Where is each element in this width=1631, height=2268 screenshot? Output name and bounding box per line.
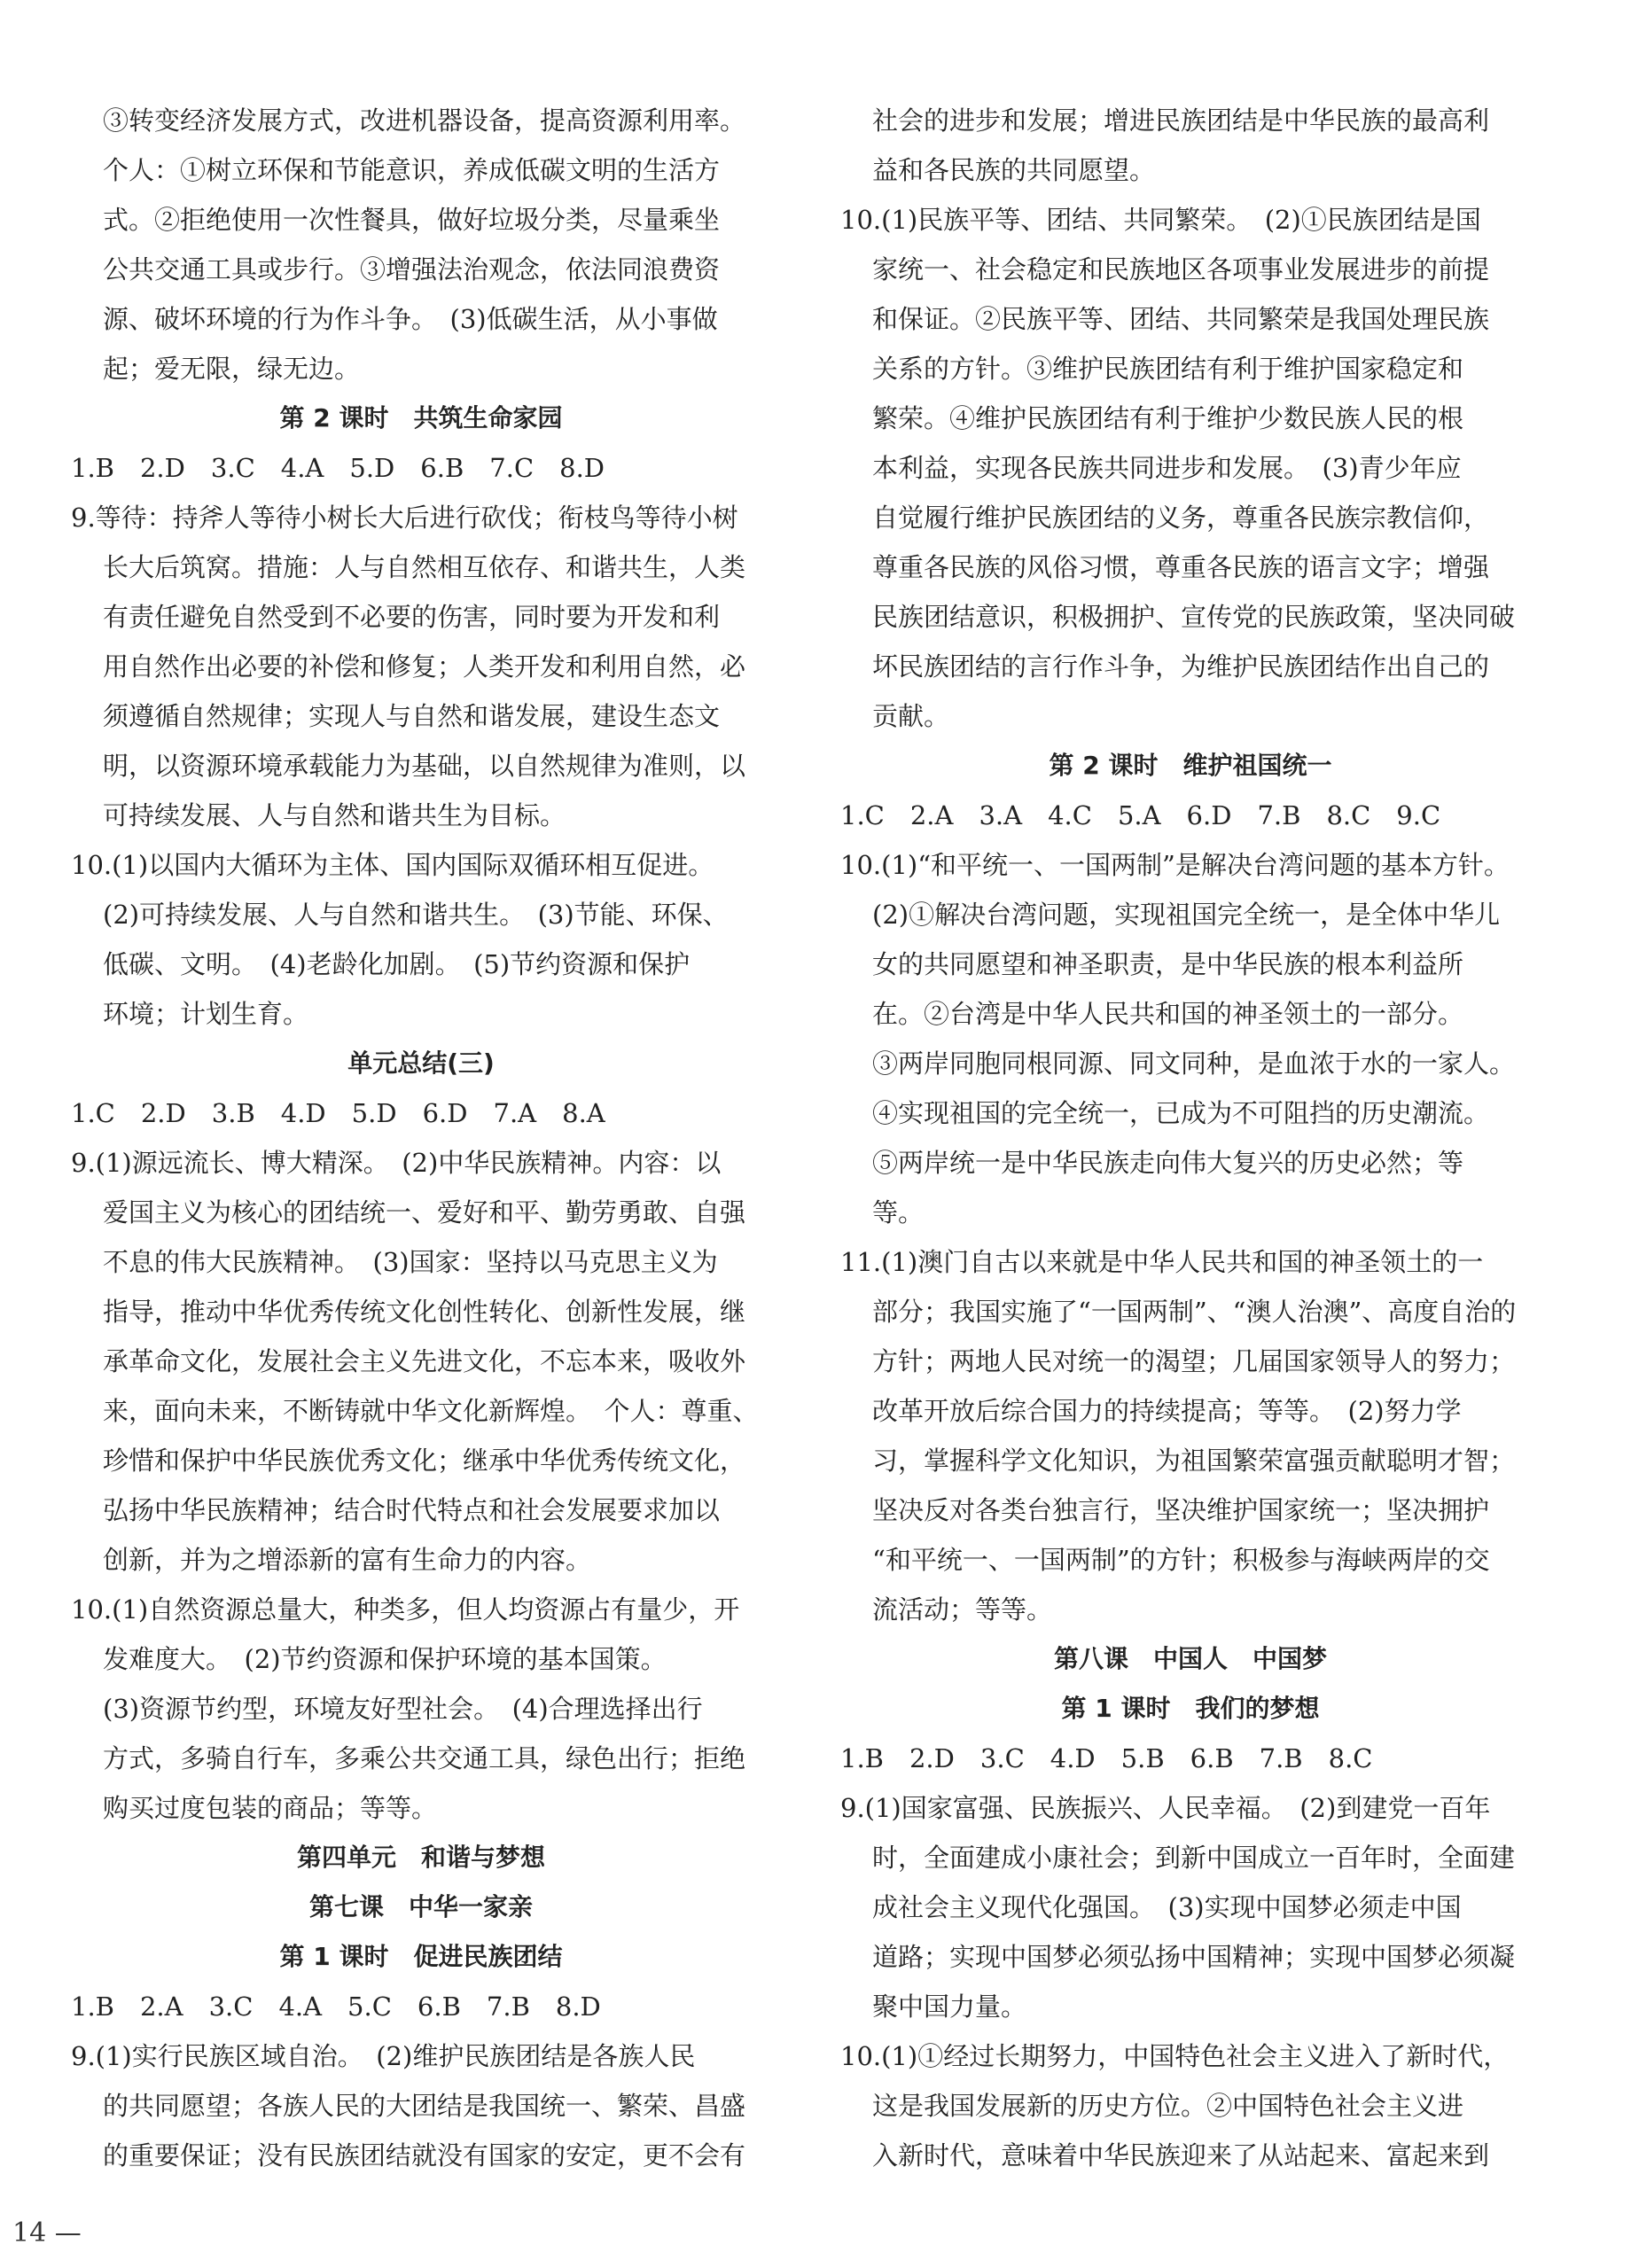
text-line: 1.C 2.A 3.A 4.C 5.A 6.D 7.B 8.C 9.C — [840, 800, 1441, 830]
text-line: 流活动；等等。 — [872, 1594, 1053, 1625]
left-column — [71, 96, 771, 2180]
section-heading: 第 2 课时 维护祖国统一 — [1049, 751, 1332, 780]
text-line: 用自然作出必要的补偿和修复；人类开发和利用自然，必 — [103, 651, 746, 682]
text-line: 环境；计划生育。 — [103, 999, 309, 1029]
section-heading: 第四单元 和谐与梦想 — [296, 1843, 545, 1872]
text-line: 10.(1)自然资源总量大，种类多，但人均资源占有量少，开 — [71, 1594, 740, 1625]
text-line: 弘扬中华民族精神；结合时代特点和社会发展要求加以 — [103, 1495, 721, 1525]
text-line: 尊重各民族的风俗习惯，尊重各民族的语言文字；增强 — [872, 552, 1490, 582]
text-line: 来，面向未来，不断铸就中华文化新辉煌。 个人：尊重、 — [103, 1396, 759, 1426]
text-line: ③转变经济发展方式，改进机器设备，提高资源利用率。 — [103, 105, 746, 136]
text-line: 繁荣。④维护民族团结有利于维护少数民族人民的根 — [872, 403, 1464, 433]
text-line: 和保证。②民族平等、团结、共同繁荣是我国处理民族 — [872, 304, 1490, 334]
text-line: 社会的进步和发展；增进民族团结是中华民族的最高利 — [872, 105, 1490, 136]
text-line: 本利益，实现各民族共同进步和发展。 (3)青少年应 — [872, 453, 1462, 483]
text-line: (2)可持续发展、人与自然和谐共生。 (3)节能、环保、 — [103, 900, 729, 930]
page-number: 14 — — [12, 2217, 82, 2249]
text-line: 的重要保证；没有民族团结就没有国家的安定，更不会有 — [103, 2140, 746, 2171]
text-line: 道路；实现中国梦必须弘扬中国精神；实现中国梦必须凝 — [872, 1942, 1516, 1972]
text-line: 9.等待：持斧人等待小树长大后进行砍伐；衔枝鸟等待小树 — [71, 503, 738, 533]
text-line: (2)①解决台湾问题，实现祖国完全统一，是全体中华儿 — [872, 900, 1501, 930]
text-line: 9.(1)实行民族区域自治。 (2)维护民族团结是各族人民 — [71, 2041, 696, 2071]
text-line: 珍惜和保护中华民族优秀文化；继承中华优秀传统文化， — [103, 1446, 746, 1476]
text-line: 1.B 2.D 3.C 4.A 5.D 6.B 7.C 8.D — [71, 453, 605, 483]
text-line: ⑤两岸统一是中华民族走向伟大复兴的历史必然；等 — [872, 1148, 1464, 1178]
section-heading: 第 1 课时 我们的梦想 — [1061, 1694, 1320, 1723]
text-line: 指导，推动中华优秀传统文化创性转化、创新性发展，继 — [103, 1297, 746, 1327]
section-heading: 第八课 中国人 中国梦 — [1053, 1644, 1327, 1673]
section-heading: 第 1 课时 促进民族团结 — [279, 1942, 563, 1971]
text-line: 方式，多骑自行车，多乘公共交通工具，绿色出行；拒绝 — [103, 1743, 746, 1773]
text-line: “和平统一、一国两制”的方针；积极参与海峡两岸的交 — [872, 1545, 1490, 1575]
text-line: 习，掌握科学文化知识，为祖国繁荣富强贡献聪明才智； — [872, 1446, 1516, 1476]
text-line: 长大后筑窝。措施：人与自然相互依存、和谐共生，人类 — [103, 552, 746, 582]
text-line: ③两岸同胞同根同源、同文同种，是血浓于水的一家人。 — [872, 1048, 1516, 1079]
text-line: 明，以资源环境承载能力为基础，以自然规律为准则，以 — [103, 751, 746, 781]
text-line: 方针；两地人民对统一的渴望；几届国家领导人的努力； — [872, 1346, 1516, 1376]
text-line: 爱国主义为核心的团结统一、爱好和平、勤劳勇敢、自强 — [103, 1197, 746, 1228]
text-line: 的共同愿望；各族人民的大团结是我国统一、繁荣、昌盛 — [103, 2091, 746, 2121]
section-heading: 第七课 中华一家亲 — [308, 1892, 533, 1921]
text-line: 1.B 2.A 3.C 4.A 5.C 6.B 7.B 8.D — [71, 1991, 601, 2022]
text-line: 10.(1)以国内大循环为主体、国内国际双循环相互促进。 — [71, 850, 714, 880]
text-line: 改革开放后综合国力的持续提高；等等。 (2)努力学 — [872, 1396, 1462, 1426]
text-line: 民族团结意识，积极拥护、宣传党的民族政策，坚决同破 — [872, 602, 1516, 632]
text-line: 自觉履行维护民族团结的义务，尊重各民族宗教信仰， — [872, 503, 1490, 533]
text-line: 源、破坏环境的行为作斗争。 (3)低碳生活，从小事做 — [103, 304, 718, 334]
text-line: 贡献。 — [872, 701, 950, 731]
text-line: 部分；我国实施了“一国两制”、“澳人治澳”、高度自治的 — [872, 1297, 1517, 1327]
text-line: 时，全面建成小康社会；到新中国成立一百年时，全面建 — [872, 1843, 1516, 1873]
text-line: 10.(1)“和平统一、一国两制”是解决台湾问题的基本方针。 — [840, 850, 1510, 880]
text-line: 聚中国力量。 — [872, 1991, 1027, 2022]
text-line: 有责任避免自然受到不必要的伤害，同时要为开发和利 — [103, 602, 721, 632]
text-line: 承革命文化，发展社会主义先进文化，不忘本来，吸收外 — [103, 1346, 746, 1376]
text-line: 这是我国发展新的历史方位。②中国特色社会主义进 — [872, 2091, 1464, 2121]
text-line: 女的共同愿望和神圣职责，是中华民族的根本利益所 — [872, 949, 1464, 979]
text-line: 益和各民族的共同愿望。 — [872, 155, 1156, 185]
text-line: 10.(1)民族平等、团结、共同繁荣。 (2)①民族团结是国 — [840, 205, 1481, 235]
text-line: 9.(1)源远流长、博大精深。 (2)中华民族精神。内容：以 — [71, 1148, 722, 1178]
text-line: 购买过度包装的商品；等等。 — [103, 1793, 438, 1823]
text-line: 11.(1)澳门自古以来就是中华人民共和国的神圣领土的一 — [840, 1247, 1484, 1277]
text-line: 坚决反对各类台独言行，坚决维护国家统一；坚决拥护 — [872, 1495, 1490, 1525]
text-line: 10.(1)①经过长期努力，中国特色社会主义进入了新时代， — [840, 2041, 1510, 2071]
text-line: 可持续发展、人与自然和谐共生为目标。 — [103, 800, 566, 830]
text-line: 创新，并为之增添新的富有生命力的内容。 — [103, 1545, 592, 1575]
text-line: 1.C 2.D 3.B 4.D 5.D 6.D 7.A 8.A — [71, 1098, 605, 1128]
text-line: 成社会主义现代化强国。 (3)实现中国梦必须走中国 — [872, 1892, 1462, 1922]
text-line: ④实现祖国的完全统一，已成为不可阻挡的历史潮流。 — [872, 1098, 1490, 1128]
text-line: 1.B 2.D 3.C 4.D 5.B 6.B 7.B 8.C — [840, 1743, 1373, 1773]
text-line: 公共交通工具或步行。③增强法治观念，依法同浪费资 — [103, 254, 721, 284]
text-line: 家统一、社会稳定和民族地区各项事业发展进步的前提 — [872, 254, 1490, 284]
text-line: 起；爱无限，绿无边。 — [103, 354, 361, 384]
text-line: 个人：①树立环保和节能意识，养成低碳文明的生活方 — [103, 155, 721, 185]
text-line: 发难度大。 (2)节约资源和保护环境的基本国策。 — [103, 1644, 667, 1674]
section-heading: 第 2 课时 共筑生命家园 — [279, 403, 563, 433]
text-line: (3)资源节约型，环境友好型社会。 (4)合理选择出行 — [103, 1694, 703, 1724]
text-line: 低碳、文明。 (4)老龄化加剧。 (5)节约资源和保护 — [103, 949, 691, 979]
text-line: 坏民族团结的言行作斗争，为维护民族团结作出自己的 — [872, 651, 1490, 682]
text-line: 9.(1)国家富强、民族振兴、人民幸福。 (2)到建党一百年 — [840, 1793, 1491, 1823]
text-line: 式。②拒绝使用一次性餐具，做好垃圾分类，尽量乘坐 — [103, 205, 721, 235]
text-line: 等。 — [872, 1197, 925, 1228]
text-line: 关系的方针。③维护民族团结有利于维护国家稳定和 — [872, 354, 1464, 384]
section-heading: 单元总结(三) — [347, 1048, 495, 1078]
text-line: 入新时代，意味着中华民族迎来了从站起来、富起来到 — [872, 2140, 1490, 2171]
text-line: 须遵循自然规律；实现人与自然和谐发展，建设生态文 — [103, 701, 721, 731]
text-line: 不息的伟大民族精神。 (3)国家：坚持以马克思主义为 — [103, 1247, 718, 1277]
right-column — [840, 96, 1541, 2180]
text-line: 在。②台湾是中华人民共和国的神圣领土的一部分。 — [872, 999, 1464, 1029]
